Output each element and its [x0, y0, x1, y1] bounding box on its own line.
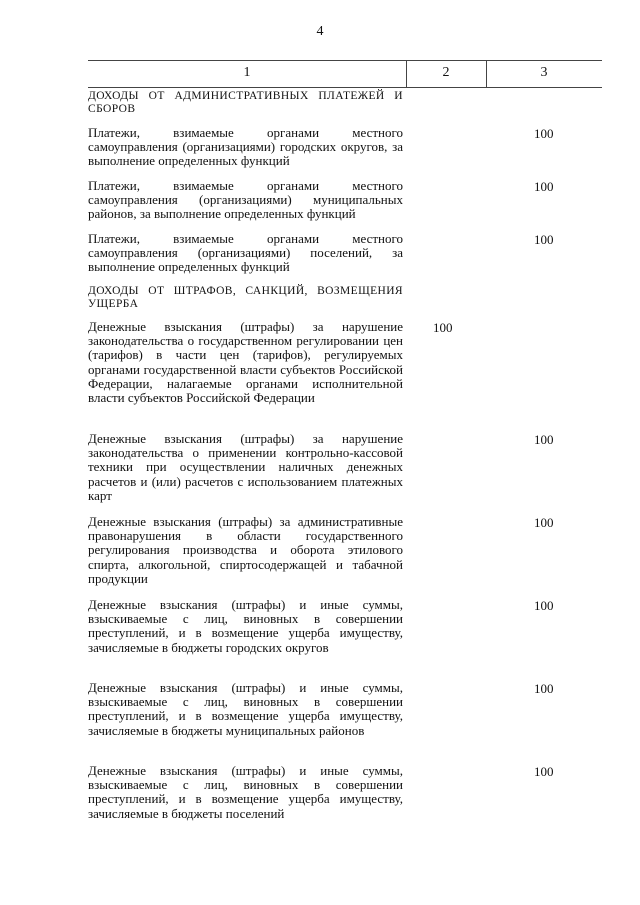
row-value-col3: 100 — [534, 764, 554, 779]
row-text: Денежные взыскания (штрафы) за административные правонарушения в области государственного регулирования производства и оборота этилового спирта, алкогольной, спиртосодержащей и табачной продукции — [88, 514, 403, 586]
column-header-2: 2 — [442, 65, 450, 80]
column-header-1: 1 — [243, 65, 251, 80]
column-divider — [406, 61, 407, 87]
revenue-table — [88, 60, 602, 821]
row-text: Денежные взыскания (штрафы) за нарушение законодательства о применении контрольно-кассовой техники при осуществлении наличных денежных расчетов и (или) расчетов с использованием платежных карт — [88, 431, 403, 503]
row-text: Денежные взыскания (штрафы) и иные суммы, взыскиваемые с лиц, виновных в совершении преступлений, и в возмещение ущерба имуществу, зачисляемые в бюджеты муниципальных районов — [88, 680, 403, 738]
section-heading: ДОХОДЫ ОТ ШТРАФОВ, САНКЦИЙ, ВОЗМЕЩЕНИЯ УЩЕРБА — [88, 285, 403, 310]
row-text: Платежи, взимаемые органами местного самоуправления (организациями) городских округов, за выполнение определенных функций — [88, 125, 403, 169]
row-value-col3: 100 — [534, 598, 554, 613]
row-value-col3: 100 — [534, 232, 554, 247]
row-value-col3: 100 — [534, 681, 554, 696]
page-number: 4 — [316, 24, 324, 39]
row-text: Денежные взыскания (штрафы) за нарушение законодательства о государственном регулировании цен (тарифов) в части цен (тарифов), регулируемых органами государственной власти субъектов Российской Федерации, налагаемые органами исполнительной власти субъектов Российской Федерации — [88, 319, 403, 406]
row-value-col2: 100 — [433, 320, 453, 335]
section-heading: ДОХОДЫ ОТ АДМИНИСТРАТИВНЫХ ПЛАТЕЖЕЙ И СБОРОВ — [88, 90, 403, 115]
row-value-col3: 100 — [534, 515, 554, 530]
row-value-col3: 100 — [534, 179, 554, 194]
row-text: Платежи, взимаемые органами местного самоуправления (организациями) поселений, за выполнение определенных функций — [88, 231, 403, 275]
row-text: Денежные взыскания (штрафы) и иные суммы, взыскиваемые с лиц, виновных в совершении преступлений, и в возмещение ущерба имуществу, зачисляемые в бюджеты поселений — [88, 763, 403, 821]
row-value-col3: 100 — [534, 126, 554, 141]
column-divider — [486, 61, 487, 87]
row-text: Платежи, взимаемые органами местного самоуправления (организациями) муниципальных районов, за выполнение определенных функций — [88, 178, 403, 222]
row-text: Денежные взыскания (штрафы) и иные суммы, взыскиваемые с лиц, виновных в совершении преступлений, и в возмещение ущерба имуществу, зачисляемые в бюджеты городских округов — [88, 597, 403, 655]
column-header-3: 3 — [540, 65, 548, 80]
row-value-col3: 100 — [534, 432, 554, 447]
table-header — [88, 60, 602, 88]
